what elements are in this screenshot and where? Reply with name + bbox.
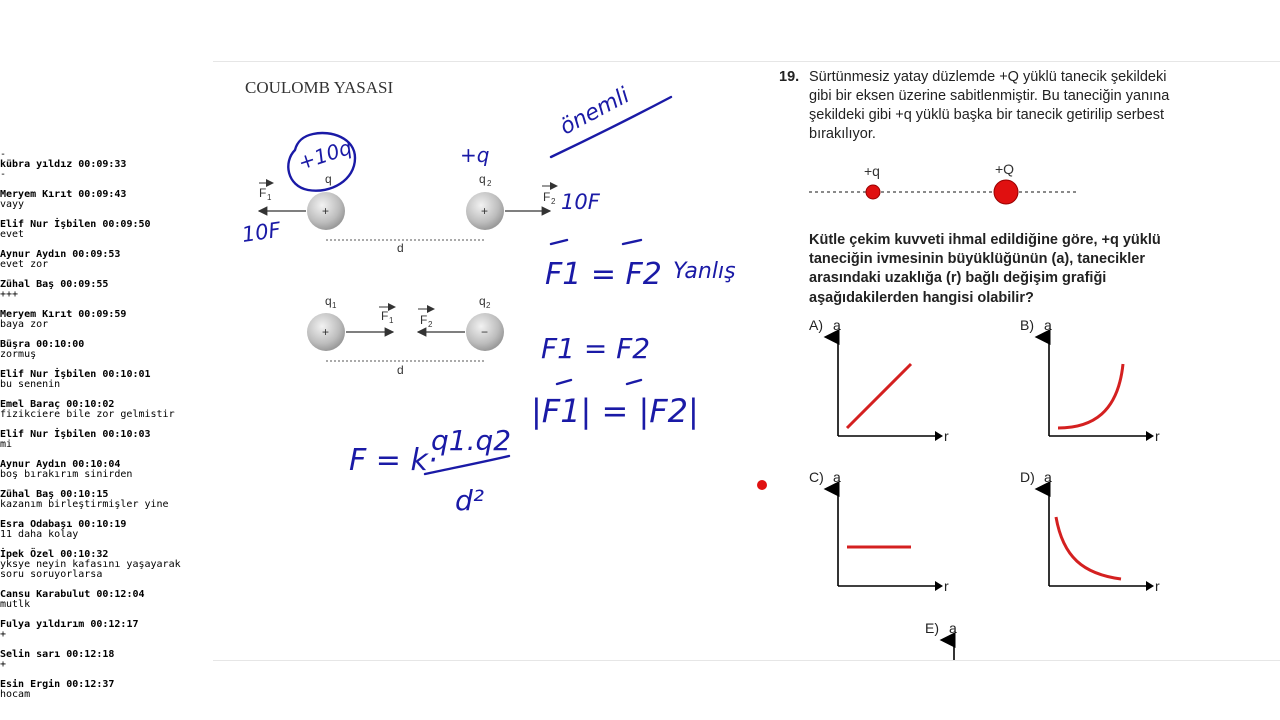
option-e[interactable] bbox=[925, 620, 957, 660]
f2-label: F bbox=[543, 190, 551, 204]
pointer-dot bbox=[757, 480, 767, 490]
handwriting-scalar-equation: F1 = F2 bbox=[541, 332, 651, 365]
option-b-curve bbox=[1058, 364, 1123, 428]
chat-message bbox=[0, 250, 212, 280]
chat-message bbox=[0, 220, 212, 250]
chat-message-header bbox=[0, 220, 212, 230]
chat-message-header bbox=[0, 280, 212, 290]
question-line-3: şekildeki gibi +q yüklü başka bir tanecik getirilip serbest bbox=[809, 107, 1165, 123]
small-charge-label: +q bbox=[864, 163, 880, 179]
option-c[interactable] bbox=[809, 469, 949, 594]
chat-message bbox=[0, 340, 212, 370]
chat-message bbox=[0, 430, 212, 460]
chat-message-text: mutlk bbox=[0, 599, 31, 610]
chat-message-header bbox=[0, 650, 212, 660]
svg-text:a: a bbox=[833, 317, 841, 333]
svg-text:q: q bbox=[325, 294, 332, 308]
chat-message bbox=[0, 490, 212, 520]
chat-message-text: + bbox=[0, 659, 7, 670]
chat-message-text: + bbox=[0, 629, 7, 640]
chat-message-text: evet zor bbox=[0, 259, 49, 270]
chat-message bbox=[0, 680, 212, 710]
handwriting-10f-right: 10F bbox=[561, 190, 600, 214]
chat-message bbox=[0, 310, 212, 340]
svg-text:r: r bbox=[944, 428, 949, 444]
chat-username: Meryem Kırıt bbox=[0, 309, 73, 320]
chat-message bbox=[0, 400, 212, 430]
question-bold-line-2: taneciğin ivmesinin büyüklüğünün (a), tanecikler bbox=[809, 251, 1145, 267]
chat-message-text: fizikciere bile zor gelmistir bbox=[0, 409, 175, 420]
chat-username: Cansu Karabulut bbox=[0, 589, 91, 600]
svg-text:E): E) bbox=[925, 620, 939, 636]
chat-message bbox=[0, 650, 212, 680]
svg-text:F: F bbox=[381, 309, 389, 323]
handwriting-vector-equation: F1 = F2 bbox=[545, 257, 662, 292]
chat-timestamp: 00:12:04 bbox=[96, 589, 145, 600]
chat-timestamp: 00:09:59 bbox=[78, 309, 127, 320]
chat-panel[interactable] bbox=[0, 150, 212, 720]
chat-timestamp: 00:09:43 bbox=[78, 189, 127, 200]
svg-text:a: a bbox=[949, 620, 957, 636]
chat-message bbox=[0, 190, 212, 220]
page-title: COULOMB YASASI bbox=[245, 78, 394, 97]
chat-timestamp: 00:10:00 bbox=[36, 339, 85, 350]
handwriting-plus-q: +q bbox=[460, 143, 490, 167]
handwriting-plus-10q: +10q bbox=[295, 134, 355, 175]
svg-text:r: r bbox=[1155, 428, 1160, 444]
chat-timestamp: 00:10:03 bbox=[102, 429, 151, 440]
question-bold-line-4: aşağıdakilerden hangisi olabilir? bbox=[809, 290, 1034, 306]
chat-message-text: boş bırakırım sinirden bbox=[0, 469, 133, 480]
handwriting-onemli: önemli bbox=[556, 83, 634, 141]
chat-timestamp: 00:12:37 bbox=[66, 679, 115, 690]
distance-d-label: d bbox=[397, 241, 404, 255]
svg-text:2: 2 bbox=[487, 179, 492, 188]
chat-timestamp: 00:09:50 bbox=[102, 219, 151, 230]
question-number: 19. bbox=[779, 69, 800, 85]
chat-username: İpek Özel bbox=[0, 549, 55, 560]
question-19 bbox=[779, 69, 1170, 306]
chat-timestamp: 00:10:01 bbox=[102, 369, 151, 380]
chat-username: Aynur Aydın bbox=[0, 459, 67, 470]
question-line-2: gibi bir eksen üzerine sabitlenmiştir. Bu taneciğin yanına bbox=[809, 88, 1170, 104]
chat-username: Meryem Kırıt bbox=[0, 189, 73, 200]
chat-message bbox=[0, 160, 212, 190]
chat-timestamp: 00:09:33 bbox=[78, 159, 127, 170]
coulomb-diagram-top bbox=[259, 172, 557, 255]
question-bold-line-3: arasındaki uzaklığa (r) bağlı değişim grafiği bbox=[809, 270, 1107, 286]
chat-message-text: baya zor bbox=[0, 319, 49, 330]
svg-text:−: − bbox=[481, 325, 489, 339]
chat-message-text: - bbox=[0, 169, 7, 180]
big-charge-dot bbox=[994, 180, 1018, 204]
whiteboard-canvas bbox=[213, 62, 1280, 660]
svg-text:D): D) bbox=[1020, 469, 1035, 485]
svg-text:2: 2 bbox=[428, 320, 433, 329]
chat-message bbox=[0, 460, 212, 490]
chat-message bbox=[0, 520, 212, 550]
svg-text:q: q bbox=[479, 172, 486, 186]
svg-text:+: + bbox=[322, 325, 330, 339]
question-line-4: bırakılıyor. bbox=[809, 126, 876, 142]
option-d[interactable] bbox=[1020, 469, 1160, 594]
chat-message-text: zormuş bbox=[0, 349, 37, 360]
handwriting-formula-numerator: q1.q2 bbox=[431, 424, 512, 457]
chat-username: Elif Nur İşbilen bbox=[0, 369, 97, 380]
svg-text:a: a bbox=[1044, 317, 1052, 333]
chat-timestamp: 00:12:17 bbox=[90, 619, 139, 630]
chat-message-header bbox=[0, 190, 212, 200]
handwriting-formula-denominator: d² bbox=[455, 484, 484, 517]
chat-username: Elif Nur İşbilen bbox=[0, 219, 97, 230]
svg-text:a: a bbox=[1044, 469, 1052, 485]
chat-username: Aynur Aydın bbox=[0, 249, 67, 260]
chat-message-header bbox=[0, 680, 212, 690]
chat-message-header bbox=[0, 160, 212, 170]
chat-message-text: +++ bbox=[0, 289, 19, 300]
chat-username: Elif Nur İşbilen bbox=[0, 429, 97, 440]
option-d-curve bbox=[1056, 517, 1121, 579]
svg-text:a: a bbox=[833, 469, 841, 485]
chat-message-text: kazanım birleştirmişler yine bbox=[0, 499, 169, 510]
svg-text:+: + bbox=[322, 204, 330, 218]
chat-message-text: vayy bbox=[0, 199, 25, 210]
svg-text:A): A) bbox=[809, 317, 823, 333]
chat-message-text: hocam bbox=[0, 689, 31, 700]
handwriting-magnitude-equation: |F1| = |F2| bbox=[531, 392, 699, 430]
whiteboard[interactable] bbox=[213, 61, 1280, 661]
chat-timestamp: 00:09:55 bbox=[60, 279, 109, 290]
chat-timestamp: 00:12:18 bbox=[66, 649, 115, 660]
chat-message bbox=[0, 550, 212, 590]
chat-timestamp: 00:09:53 bbox=[72, 249, 121, 260]
handwriting-formula-left: F = k· bbox=[349, 443, 438, 478]
svg-text:F: F bbox=[420, 313, 428, 327]
chat-message-text: evet bbox=[0, 229, 25, 240]
chat-username: Büşra bbox=[0, 339, 31, 350]
svg-text:d: d bbox=[397, 363, 404, 377]
svg-text:q: q bbox=[325, 172, 332, 186]
chat-message-text: bu senenin bbox=[0, 379, 61, 390]
chat-username: Emel Baraç bbox=[0, 399, 61, 410]
chat-username: Selin sarı bbox=[0, 649, 61, 660]
chat-timestamp: 00:10:15 bbox=[60, 489, 109, 500]
chat-message-header bbox=[0, 620, 212, 630]
svg-text:r: r bbox=[944, 578, 949, 594]
svg-text:q: q bbox=[479, 294, 486, 308]
chat-username: kübra yıldız bbox=[0, 159, 73, 170]
chat-timestamp: 00:10:04 bbox=[72, 459, 121, 470]
chat-message-text: soru soruyorlarsa bbox=[0, 569, 103, 580]
chat-message-text: yksye neyin kafasını yaşayarak bbox=[0, 559, 181, 570]
chat-message bbox=[0, 590, 212, 620]
small-charge-dot bbox=[866, 185, 880, 199]
chat-username: Zühal Baş bbox=[0, 489, 55, 500]
option-a-curve bbox=[847, 364, 911, 428]
chat-timestamp: 00:10:19 bbox=[78, 519, 127, 530]
chat-top-fragment: - bbox=[0, 150, 7, 160]
option-a[interactable] bbox=[809, 317, 949, 444]
chat-username: Esin Ergin bbox=[0, 679, 61, 690]
chat-message-list bbox=[0, 160, 212, 710]
chat-username: Esra Odabaşı bbox=[0, 519, 73, 530]
svg-text:B): B) bbox=[1020, 317, 1034, 333]
option-b[interactable] bbox=[1020, 317, 1160, 444]
chat-timestamp: 00:10:02 bbox=[66, 399, 115, 410]
chat-message bbox=[0, 280, 212, 310]
chat-message-header bbox=[0, 590, 212, 600]
svg-text:2: 2 bbox=[551, 197, 556, 206]
svg-text:r: r bbox=[1155, 578, 1160, 594]
svg-text:1: 1 bbox=[389, 316, 394, 325]
svg-text:C): C) bbox=[809, 469, 824, 485]
chat-message bbox=[0, 370, 212, 400]
handwriting-yanlis: Yanlış bbox=[673, 259, 736, 284]
handwriting-10f-left: 10F bbox=[240, 217, 283, 247]
f1-label: F bbox=[259, 186, 267, 200]
chat-username: Zühal Baş bbox=[0, 279, 55, 290]
question-bold-line-1: Kütle çekim kuvveti ihmal edildiğine göre, +q yüklü bbox=[809, 232, 1161, 248]
chat-message bbox=[0, 620, 212, 650]
chat-timestamp: 00:10:32 bbox=[60, 549, 109, 560]
question-line-1: Sürtünmesiz yatay düzlemde +Q yüklü tanecik şekildeki bbox=[809, 69, 1167, 85]
chat-username: Fulya yıldırım bbox=[0, 619, 85, 630]
big-charge-label: +Q bbox=[995, 161, 1015, 177]
chat-message-text: mi bbox=[0, 439, 13, 450]
svg-text:2: 2 bbox=[486, 301, 491, 310]
chat-message-text: 11 daha kolay bbox=[0, 529, 79, 540]
chat-message-header bbox=[0, 430, 212, 440]
svg-text:1: 1 bbox=[267, 193, 272, 202]
svg-text:+: + bbox=[481, 204, 489, 218]
svg-text:1: 1 bbox=[332, 301, 337, 310]
coulomb-diagram-bottom bbox=[307, 294, 504, 377]
